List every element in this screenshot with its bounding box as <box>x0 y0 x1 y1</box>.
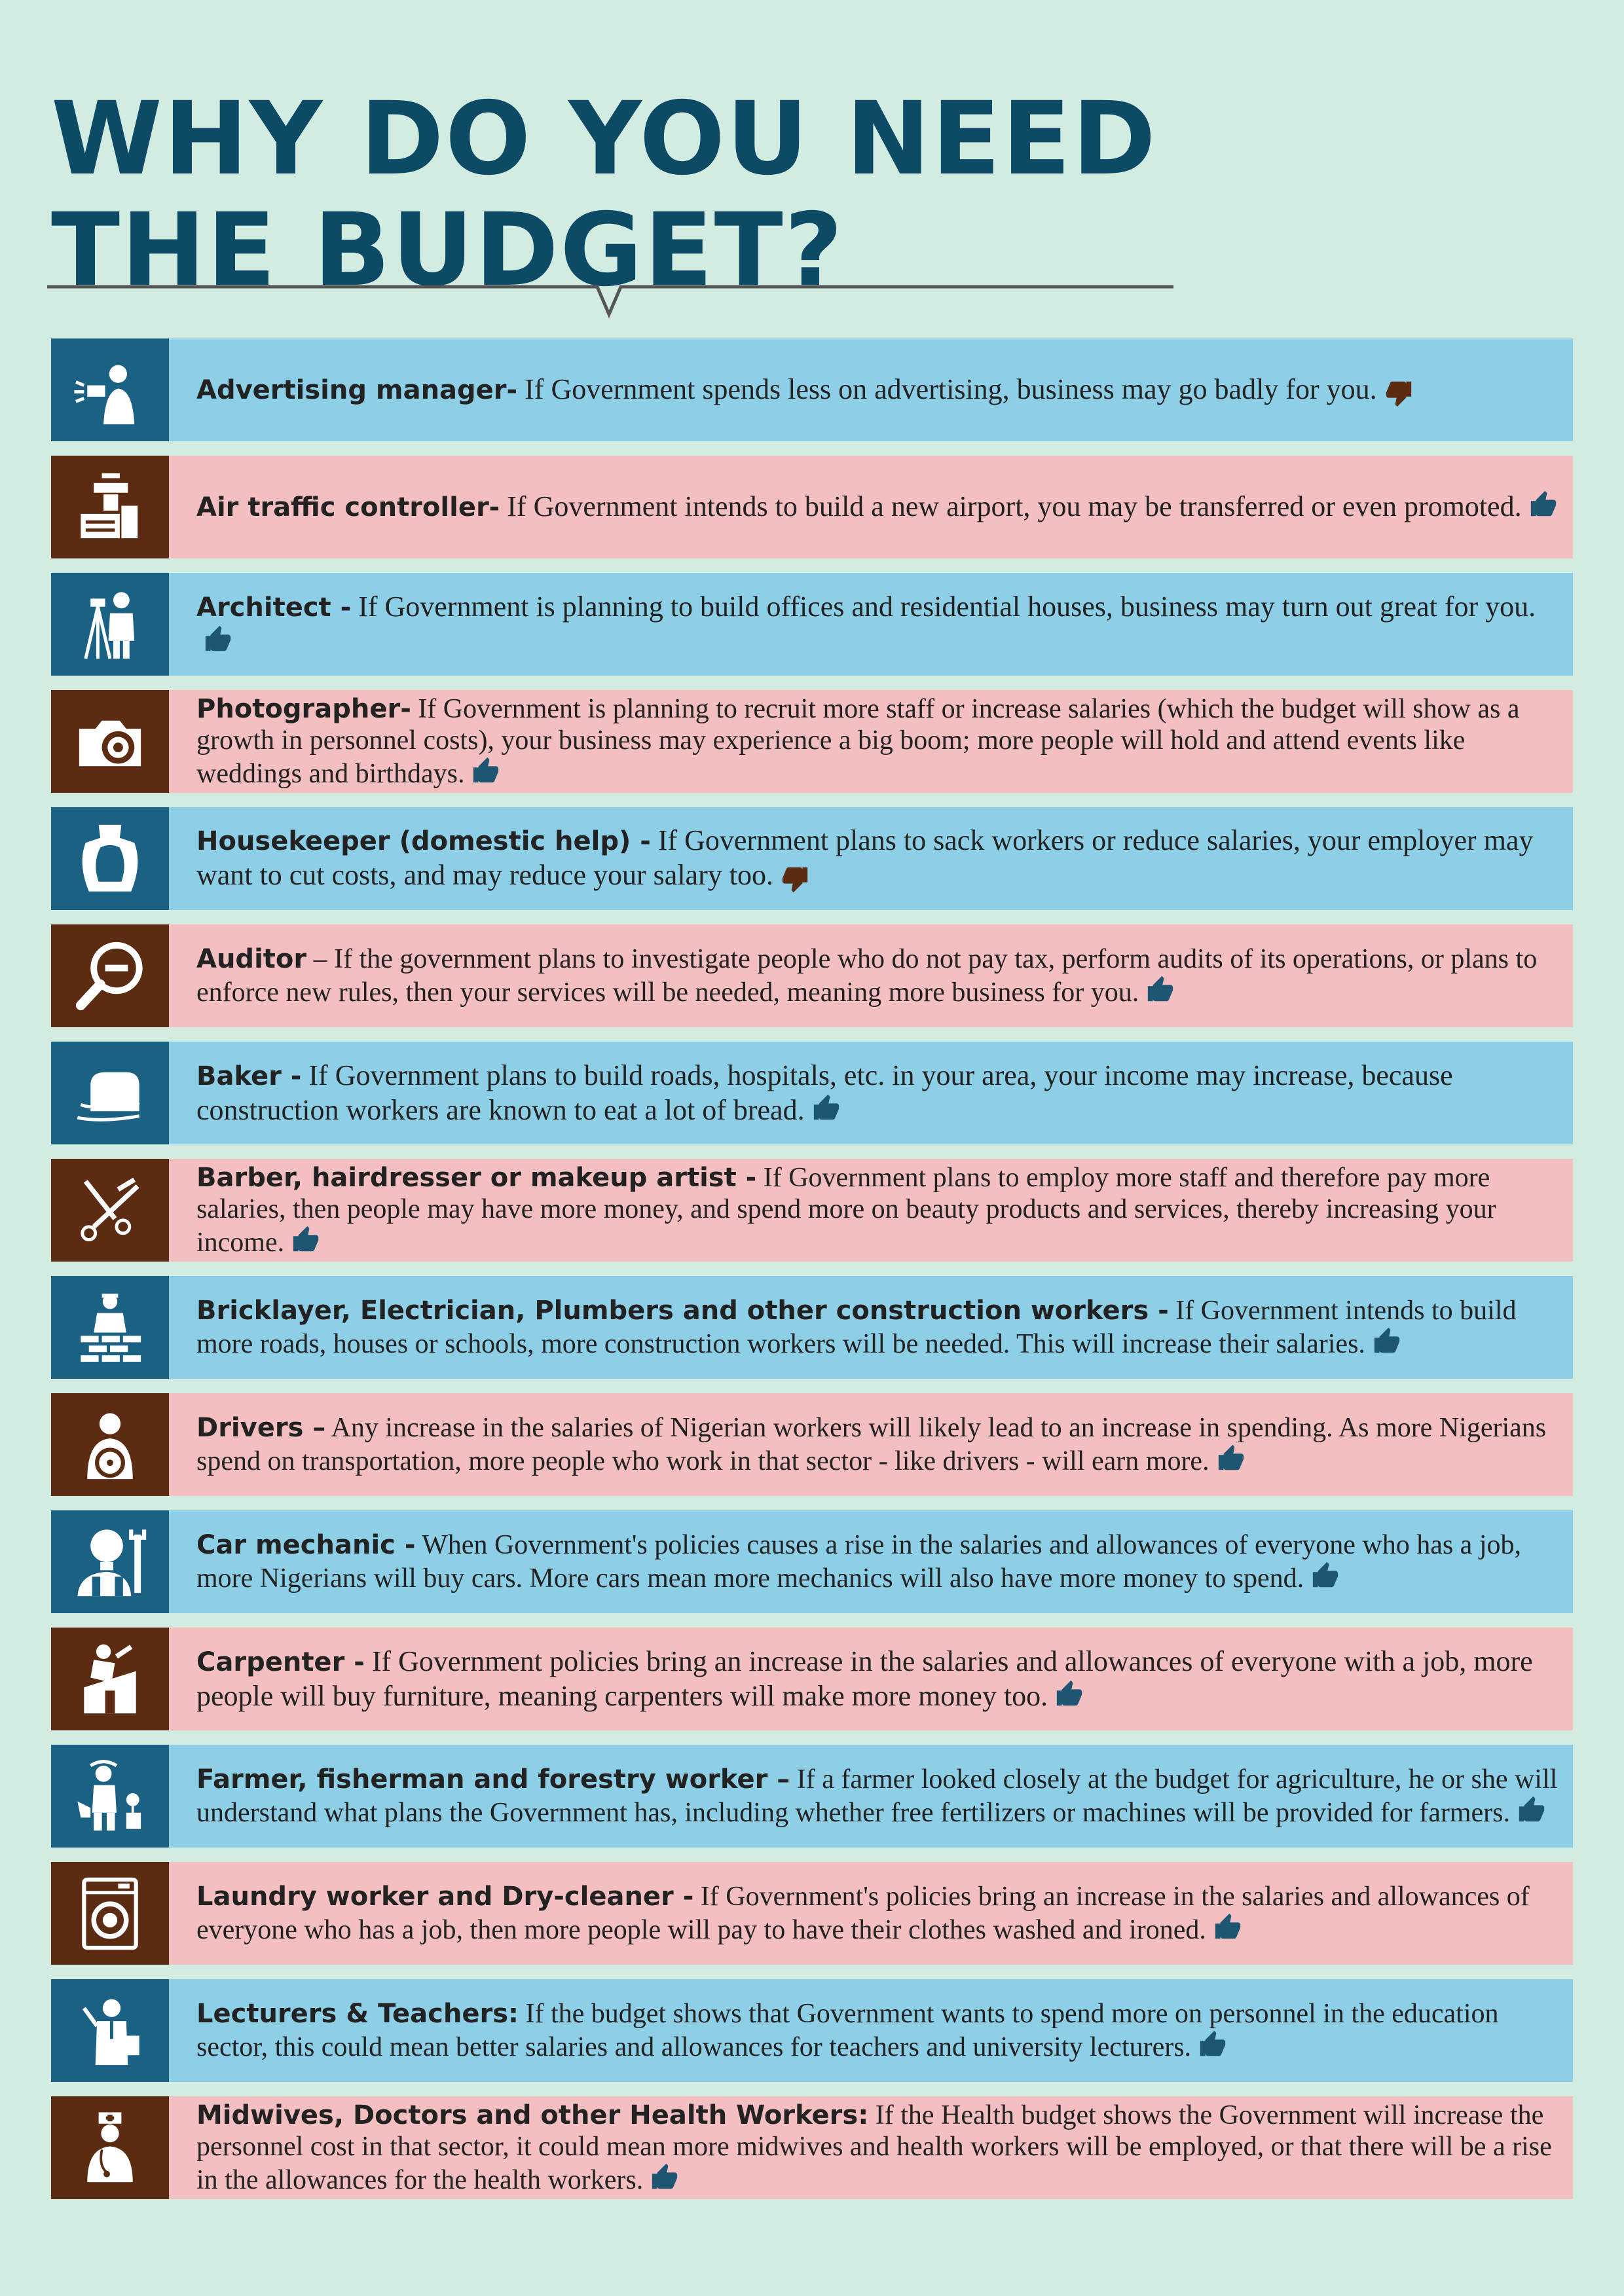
occupation-description <box>196 373 1414 408</box>
occupation-icon-box <box>51 2096 169 2199</box>
occupation-description <box>196 1764 1562 1829</box>
teacher-icon <box>69 1990 151 2071</box>
bricklayer-icon <box>69 1287 151 1368</box>
occupation-row <box>51 1042 1573 1144</box>
occupation-text: If the Health budget shows the Government will increase the personnel cost in that sector, it could mean more midwives and health workers will be employed, or that there will be a rise in the allowances for the health workers. <box>196 2100 1552 2195</box>
occupation-description <box>196 824 1562 894</box>
occupation-row <box>51 1276 1573 1379</box>
occupation-description <box>196 1645 1562 1713</box>
occupation-text: If Government plans to sack workers or reduce salaries, your employer may want to cut costs, and may reduce your salary too. <box>196 824 1534 891</box>
occupation-role: Lecturers & Teachers: <box>196 1999 519 2029</box>
scissors-icon <box>69 1170 151 1251</box>
thumbs-up-icon <box>1528 490 1559 520</box>
bread-icon <box>69 1053 151 1134</box>
occupation-description <box>196 2100 1562 2196</box>
occupation-icon-box <box>51 1862 169 1965</box>
occupation-description <box>196 1998 1562 2063</box>
occupation-role: Carpenter - <box>196 1647 365 1677</box>
occupation-icon-box <box>51 690 169 793</box>
thumbs-up-icon <box>1372 1326 1402 1357</box>
thumbs-up-icon <box>650 2162 680 2193</box>
page-title <box>51 81 1157 309</box>
occupation-icon-box <box>51 1159 169 1262</box>
occupation-role: Bricklayer, Electrician, Plumbers and other construction workers - <box>196 1296 1169 1326</box>
occupation-row <box>51 1510 1573 1613</box>
occupation-text: If Government intends to build a new airport, you may be transferred or even promoted. <box>500 490 1522 522</box>
carpenter-icon <box>69 1639 151 1720</box>
occupation-row <box>51 1393 1573 1496</box>
occupation-text: If Government intends to build more roads, houses or schools, more construction workers will be needed. This will increase their salaries. <box>196 1296 1517 1359</box>
occupation-description <box>196 1881 1562 1946</box>
occupation-row <box>51 1862 1573 1965</box>
occupation-role: Laundry worker and Dry-cleaner - <box>196 1882 694 1912</box>
washing-machine-icon <box>69 1873 151 1954</box>
speech-pointer-rule <box>47 275 1173 321</box>
occupation-role: Housekeeper (domestic help) - <box>196 826 651 856</box>
occupation-role: Auditor <box>196 944 307 974</box>
occupation-icon-box <box>51 338 169 441</box>
thumbs-up-icon <box>1054 1679 1084 1709</box>
occupation-role: Farmer, fisherman and forestry worker – <box>196 1764 790 1795</box>
occupation-description <box>196 1412 1562 1477</box>
occupation-text: If Government policies bring an increase in the salaries and allowances of everyone with a job, more people will buy furniture, meaning carpenters will make more money too. <box>196 1645 1533 1712</box>
occupation-row <box>51 690 1573 793</box>
thumbs-up-icon <box>203 625 233 655</box>
occupation-icon-box <box>51 1745 169 1848</box>
title-line-2: THE BUDGET? <box>51 192 844 309</box>
thumbs-down-icon <box>780 864 810 894</box>
occupation-text: If Government plans to employ more staff and therefore pay more salaries, then people may have more money, and spend more on beauty products and services, thereby increasing your income. <box>196 1163 1496 1258</box>
occupation-row <box>51 573 1573 676</box>
occupation-text: If a farmer looked closely at the budget for agriculture, he or she will understand what plans the Government has, including whether free fertilizers or machines will be provided for farmers. <box>196 1764 1558 1828</box>
occupation-role: Baker - <box>196 1061 302 1091</box>
occupation-role: Car mechanic - <box>196 1530 416 1560</box>
occupation-role: Barber, hairdresser or makeup artist - <box>196 1163 757 1193</box>
thumbs-up-icon <box>1517 1795 1547 1825</box>
occupation-row <box>51 1979 1573 2082</box>
mechanic-icon <box>69 1522 151 1603</box>
occupation-icon-box <box>51 1393 169 1496</box>
occupation-text: If Government's policies bring an increase in the salaries and allowances of everyone who has a job, then more people will pay to have their clothes washed and ironed. <box>196 1882 1530 1945</box>
camera-icon <box>69 701 151 782</box>
occupation-role: Photographer- <box>196 694 411 724</box>
occupation-role: Architect - <box>196 592 352 623</box>
occupation-text: If Government plans to build roads, hospitals, etc. in your area, your income may increase, because construction workers are known to eat a lot of bread. <box>196 1059 1453 1126</box>
thumbs-up-icon <box>1145 975 1175 1005</box>
occupation-row <box>51 338 1573 441</box>
occupation-description <box>196 1162 1562 1258</box>
occupation-description <box>196 1529 1562 1594</box>
occupation-text: If Government spends less on advertising, business may go badly for you. <box>517 373 1377 405</box>
occupation-row <box>51 1628 1573 1730</box>
driver-icon <box>69 1404 151 1485</box>
occupation-description <box>196 490 1559 524</box>
apron-icon <box>69 818 151 900</box>
occupation-role: Midwives, Doctors and other Health Workers: <box>196 2100 869 2130</box>
magnifier-icon <box>69 936 151 1017</box>
megaphone-person-icon <box>69 350 151 431</box>
occupation-icon-box <box>51 1628 169 1730</box>
occupation-list <box>51 338 1573 2214</box>
thumbs-up-icon <box>1216 1444 1246 1474</box>
control-tower-icon <box>69 467 151 548</box>
occupation-description <box>196 590 1562 659</box>
occupation-icon-box <box>51 807 169 910</box>
thumbs-up-icon <box>811 1093 841 1123</box>
occupation-text: When Government's policies causes a rise in the salaries and allowances of everyone who has a job, more Nigerians will buy cars. More cars mean more mechanics will also have more money to spend. <box>196 1530 1521 1594</box>
thumbs-up-icon <box>1213 1912 1243 1942</box>
occupation-role: Drivers – <box>196 1413 326 1443</box>
occupation-text: Any increase in the salaries of Nigerian workers will likely lead to an increase in spending. As more Nigerians spend on transportation, more people who work in that sector - like drivers - will earn more. <box>196 1413 1547 1476</box>
occupation-row <box>51 1159 1573 1262</box>
occupation-icon-box <box>51 456 169 558</box>
title-line-1: WHY DO YOU NEED <box>51 81 1157 198</box>
occupation-description <box>196 1295 1562 1360</box>
occupation-icon-box <box>51 573 169 676</box>
occupation-text: – If the government plans to investigate people who do not pay tax, perform audits of its operations, or plans to enforce new rules, then your services will be needed, meaning more business for you. <box>196 944 1538 1008</box>
occupation-description <box>196 943 1562 1008</box>
thumbs-up-icon <box>1198 2030 1228 2060</box>
occupation-icon-box <box>51 1276 169 1379</box>
occupation-row <box>51 924 1573 1027</box>
occupation-row <box>51 2096 1573 2199</box>
occupation-role: Air traffic controller- <box>196 492 500 522</box>
occupation-row <box>51 807 1573 910</box>
occupation-icon-box <box>51 924 169 1027</box>
occupation-description <box>196 693 1562 790</box>
farmer-icon <box>69 1756 151 1837</box>
occupation-icon-box <box>51 1042 169 1144</box>
occupation-icon-box <box>51 1510 169 1613</box>
occupation-description <box>196 1059 1562 1127</box>
occupation-text: If Government is planning to recruit more staff or increase salaries (which the budget will show as a growth in personnel costs), your business may experience a big boom; more people will hold and attend events like weddings and birthdays. <box>196 694 1520 789</box>
surveyor-icon <box>69 584 151 665</box>
occupation-row <box>51 456 1573 558</box>
thumbs-down-icon <box>1384 378 1414 408</box>
thumbs-up-icon <box>1310 1561 1340 1591</box>
occupation-role: Advertising manager- <box>196 374 518 405</box>
occupation-text: If the budget shows that Government wants to spend more on personnel in the education sector, this could mean better salaries and allowances for teachers and university lecturers. <box>196 1999 1499 2062</box>
thumbs-up-icon <box>471 756 501 786</box>
occupation-icon-box <box>51 1979 169 2082</box>
occupation-text: If Government is planning to build offices and residential houses, business may turn out great for you. <box>351 591 1536 623</box>
occupation-row <box>51 1745 1573 1848</box>
thumbs-up-icon <box>291 1225 321 1255</box>
doctor-icon <box>69 2107 151 2189</box>
